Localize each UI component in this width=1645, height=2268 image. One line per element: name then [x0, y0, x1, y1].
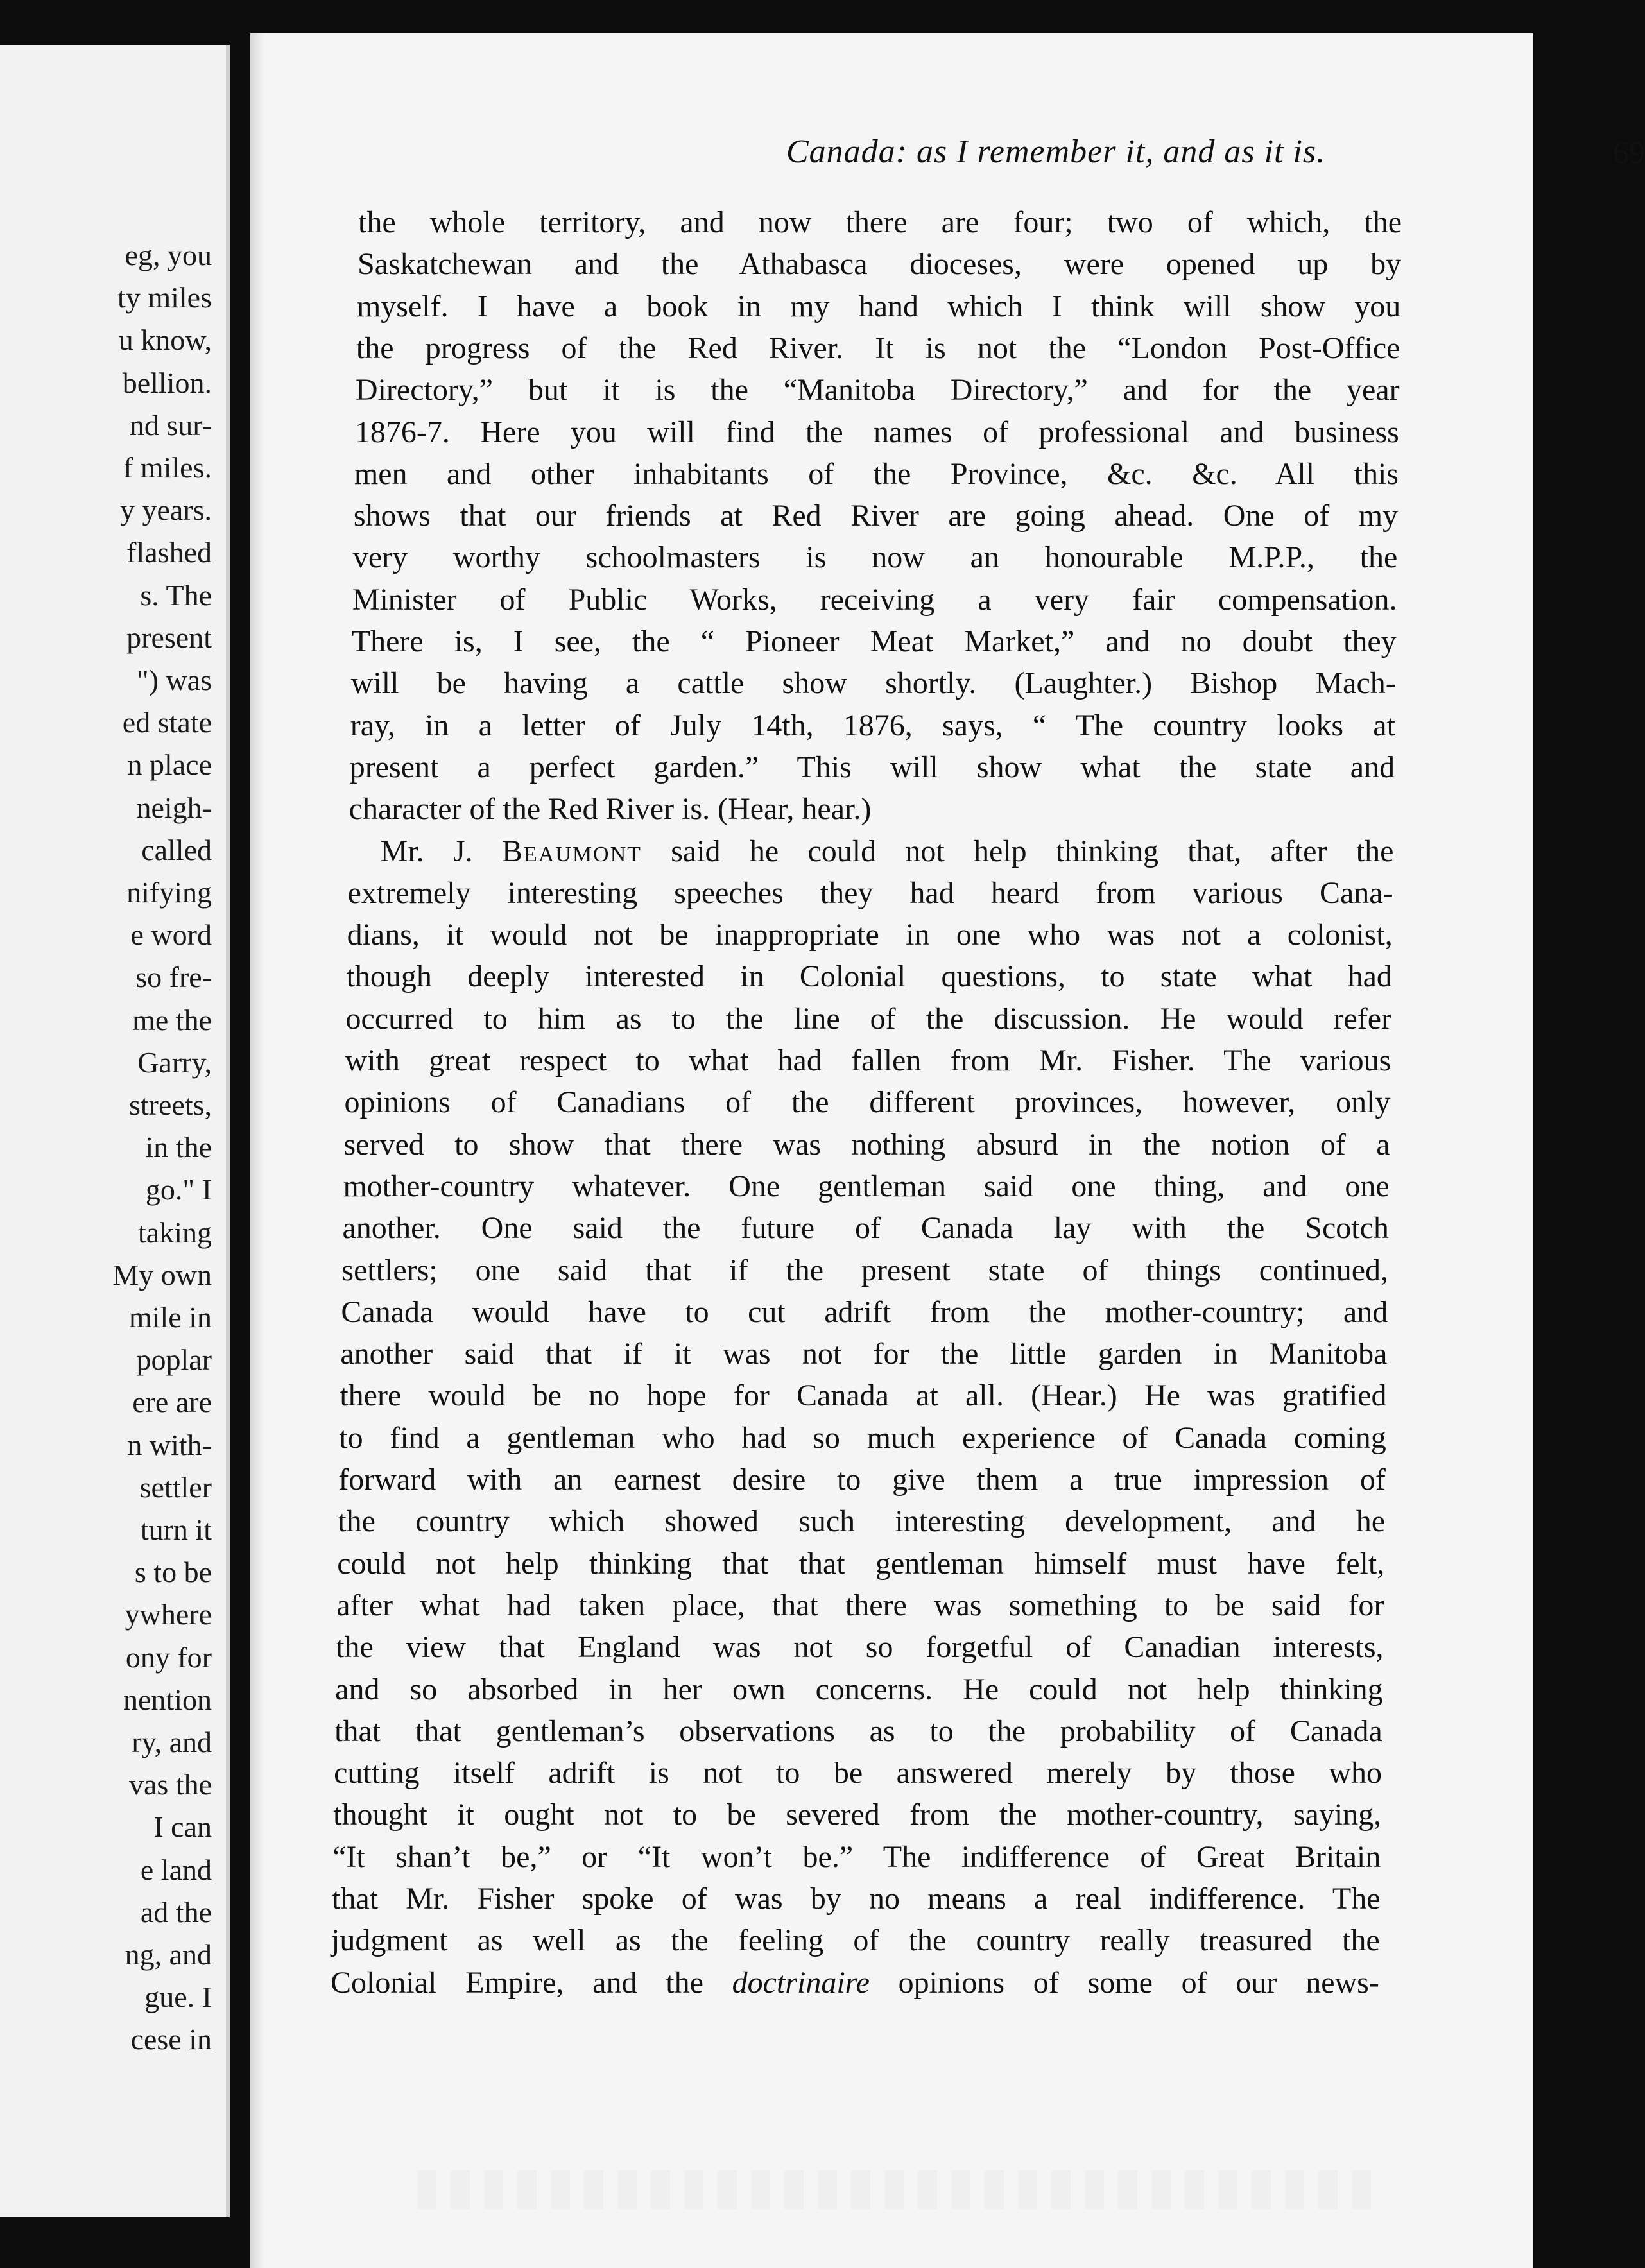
text-line: [381, 830, 1394, 873]
text-line: Saskatchewan and the Athabasca dioceses, were opened up by: [357, 247, 1402, 282]
left-page-line: go." I: [145, 1173, 212, 1207]
left-page-line: y years.: [119, 494, 212, 527]
left-page-line: I can: [153, 1810, 212, 1844]
left-page-line: nd sur-: [129, 408, 212, 442]
left-page-line: gue. I: [144, 1980, 212, 2014]
left-page-line: turn it: [140, 1513, 212, 1546]
text-line: There is, I see, the “ Pioneer Meat Market,” and no doubt they: [351, 624, 1397, 658]
left-page-line: e land: [140, 1853, 212, 1886]
text-line: Canada would have to cut adrift from the mother-country; and: [341, 1294, 1388, 1329]
text-line: another. One said the future of Canada lay with the Scotch: [342, 1211, 1389, 1246]
left-page-line: Garry,: [137, 1045, 212, 1079]
left-page-line: ed state: [122, 706, 212, 739]
show-through-bleed: [417, 2170, 1380, 2209]
left-page-line: ere are: [132, 1386, 212, 1419]
text-line: opinions of Canadians of the different provinces, however, only: [344, 1085, 1391, 1120]
text-line: 1876-7. Here you will find the names of professional and business: [354, 415, 1399, 449]
left-page-line: flashed: [126, 536, 212, 569]
text-line: men and other inhabitants of the Province, &c. &c. All this: [354, 456, 1399, 491]
text-line: thought it ought not to be severed from the mother-country, saying,: [333, 1798, 1382, 1832]
text-line: [331, 1962, 1379, 2004]
left-page-line: taking: [138, 1216, 212, 1249]
text-line: served to show that there was nothing absurd in the notion of a: [343, 1127, 1390, 1162]
left-page-line: nention: [123, 1683, 212, 1716]
left-page-line: called: [141, 833, 212, 866]
text-line: could not help thinking that that gentleman himself must have felt,: [337, 1546, 1385, 1581]
left-page-line: settler: [139, 1470, 212, 1504]
left-page-line: e word: [130, 918, 212, 952]
text-line: that Mr. Fisher spoke of was by no means a real indifference. The: [332, 1882, 1381, 1916]
text-line: “It shan’t be,” or “It won’t be.” The indifference of Great Britain: [332, 1839, 1381, 1874]
speaker-prefix: Mr. J.: [380, 834, 502, 868]
text-run: Colonial Empire, and the: [331, 1965, 703, 2000]
left-page-fragment: [0, 45, 230, 2217]
text-line: there would be no hope for Canada at all. (Hear.) He was gratified: [340, 1379, 1387, 1413]
left-page-line: u know,: [118, 323, 212, 357]
text-line: Minister of Public Works, receiving a very fair compensation.: [352, 582, 1397, 617]
text-line: the country which showed such interesting development, and he: [338, 1504, 1386, 1539]
left-page-line: poplar: [136, 1343, 212, 1377]
right-page: [250, 33, 1645, 2268]
left-page-line: streets,: [128, 1088, 212, 1121]
italic-term: doctrinaire: [703, 1965, 870, 2000]
left-page-line: present: [126, 621, 212, 654]
left-page-line: so fre-: [135, 961, 212, 994]
left-page-line: s. The: [140, 578, 212, 612]
text-line: judgment as well as the feeling of the country really treasured the: [331, 1923, 1380, 1958]
left-page-line: bellion.: [122, 366, 212, 399]
text-line: the view that England was not so forgetful of Canadian interests,: [336, 1630, 1384, 1665]
left-page-line: vas the: [128, 1768, 212, 1801]
text-line: settlers; one said that if the present state of things continued,: [341, 1253, 1389, 1287]
text-line: that that gentleman’s observations as to the probability of Canada: [334, 1714, 1382, 1748]
left-page-line: cese in: [130, 2023, 212, 2056]
left-page-line: neigh-: [136, 791, 212, 824]
text-line: with great respect to what had fallen from Mr. Fisher. The various: [345, 1044, 1391, 1078]
page-number: 69: [1613, 134, 1645, 170]
left-page-line: ywhere: [125, 1598, 212, 1631]
left-page-line: nifying: [126, 876, 212, 909]
text-line: after what had taken place, that there was something to be said for: [336, 1588, 1384, 1622]
left-page-line: n place: [127, 748, 212, 782]
left-page-line: mile in: [128, 1301, 212, 1334]
text-line: though deeply interested in Colonial questions, to state what had: [346, 959, 1392, 994]
running-title: Canada: as I remember it, and as it is.: [786, 133, 1326, 170]
speaker-name: Beaumont: [501, 834, 642, 868]
text-line: forward with an earnest desire to give them a true impression of: [338, 1463, 1386, 1497]
left-page-line: me the: [132, 1003, 212, 1036]
left-page-line: n with-: [127, 1428, 212, 1461]
text-line: myself. I have a book in my hand which I think will show you: [356, 289, 1401, 323]
text-line: the progress of the Red River. It is not the “London Post-Office: [356, 331, 1400, 365]
text-line: character of the Red River is. (Hear, hear.): [349, 792, 872, 827]
left-page-line: ") was: [136, 664, 212, 696]
running-head: [536, 123, 1645, 181]
text-line: mother-country whatever. One gentleman said one thing, and one: [343, 1169, 1390, 1203]
text-run: opinions of some of our news-: [898, 1965, 1379, 2000]
text-line: extremely interesting speeches they had heard from various Cana-: [347, 875, 1393, 910]
left-page-line: ng, and: [125, 1938, 212, 1971]
text-line: to find a gentleman who had so much experience of Canada coming: [339, 1420, 1386, 1455]
text-line: very worthy schoolmasters is now an honourable M.P.P., the: [352, 540, 1398, 575]
left-page-line: ony for: [125, 1640, 212, 1674]
text-line: cutting itself adrift is not to be answered merely by those who: [334, 1756, 1382, 1791]
left-page-line: in the: [145, 1131, 212, 1164]
text-line: will be having a cattle show shortly. (Laughter.) Bishop Mach-: [350, 666, 1396, 701]
text-line: shows that our friends at Red River are going ahead. One of my: [353, 499, 1399, 533]
left-page-line: My own: [112, 1258, 212, 1291]
text-line: and so absorbed in her own concerns. He could not help thinking: [335, 1672, 1383, 1706]
left-page-line: ty miles: [117, 281, 212, 314]
text-run: said he could not help thinking that, after the: [641, 834, 1394, 868]
text-line: present a perfect garden.” This will show what the state and: [349, 750, 1395, 784]
left-page-line: ry, and: [132, 1726, 212, 1758]
left-page-line: eg, you: [125, 239, 212, 271]
text-line: occurred to him as to the line of the discussion. He would refer: [345, 1001, 1392, 1036]
left-page-line: ad the: [140, 1895, 212, 1929]
text-line: dians, it would not be inappropriate in one who was not a colonist,: [347, 918, 1393, 952]
text-line: another said that if it was not for the little garden in Manitoba: [340, 1337, 1388, 1371]
left-page-line: f miles.: [123, 451, 212, 484]
left-page-line: s to be: [134, 1556, 212, 1589]
text-line: the whole territory, and now there are four; two of which, the: [358, 205, 1402, 239]
text-line: Directory,” but it is the “Manitoba Directory,” and for the year: [355, 373, 1400, 408]
text-line: ray, in a letter of July 14th, 1876, says, “ The country looks at: [350, 708, 1395, 743]
